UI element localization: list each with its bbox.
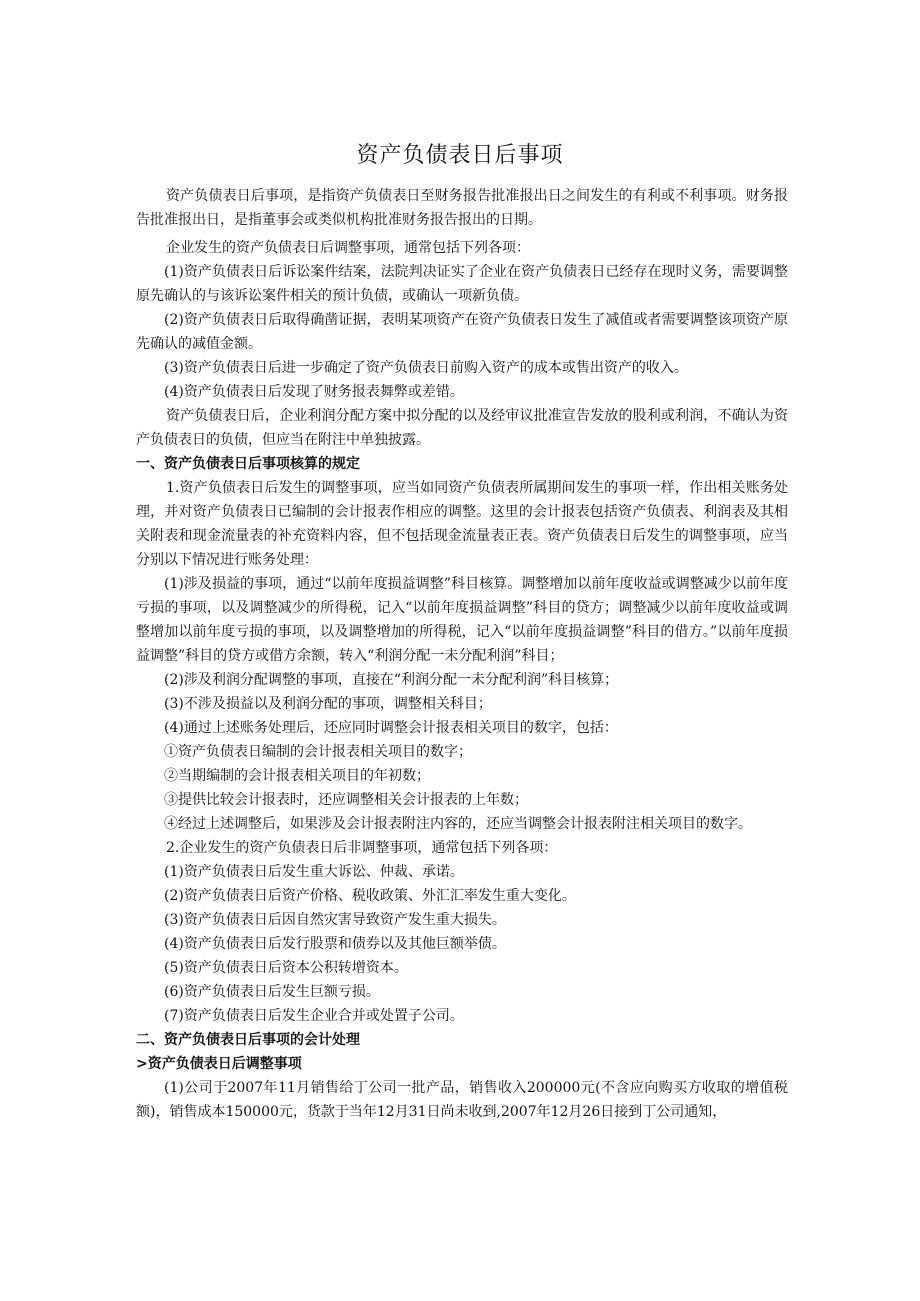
accounting-item: ③提供比较会计报表时，还应调整相关会计报表的上年数；	[164, 792, 528, 808]
nonadjust-item: (1)资产负债表日后发生重大诉讼、仲裁、承诺。	[164, 864, 464, 880]
intro-paragraph: 资产负债表日后事项，是指资产负债表日至财务报告批准报出日之间发生的有利或不利事项。财务报告批准报出日，是指董事会或类似机构批准财务报告报出的日期。	[136, 188, 788, 228]
case-paragraph: (1)公司于2007年11月销售给丁公司一批产品，销售收入200000元(不含应向购买方收取的增值税额)，销售成本150000元，货款于当年12月31日尚未收到,2007年12月26日接到丁公司通知，	[136, 1080, 788, 1120]
section1-paragraph-1: 1.资产负债表日后发生的调整事项，应当如同资产负债表所属期间发生的事项一样，作出相关账务处理，并对资产负债表日已编制的会计报表作相应的调整。这里的会计报表包括资产负债表、利润表及其相关附表和现金流量表的补充资料内容，但不包括现金流量表正表。资产负债表日后发生的调整事项，应当分别以下情况进行账务处理：	[136, 480, 788, 568]
document-body	[136, 184, 788, 1124]
adjust-item: (3)资产负债表日后进一步确定了资产负债表日前购入资产的成本或售出资产的收入。	[164, 360, 688, 376]
nonadjust-item: (4)资产负债表日后发行股票和债券以及其他巨额举债。	[164, 936, 506, 952]
section-heading-1: 一、资产负债表日后事项核算的规定	[136, 456, 360, 472]
section-heading-2: 二、资产负债表日后事项的会计处理	[136, 1032, 360, 1048]
arrow-icon: >	[136, 1056, 148, 1072]
adjust-items-lead: 企业发生的资产负债表日后调整事项，通常包括下列各项：	[166, 240, 530, 256]
nonadjust-item: (2)资产负债表日后资产价格、税收政策、外汇汇率发生重大变化。	[164, 888, 576, 904]
accounting-item: (3)不涉及损益以及利润分配的事项，调整相关科目；	[164, 696, 492, 712]
adjust-item: (4)资产负债表日后发现了财务报表舞弊或差错。	[164, 384, 464, 400]
accounting-item: (1)涉及损益的事项，通过“以前年度损益调整”科目核算。调整增加以前年度收益或调整减少以前年度亏损的事项，以及调整减少的所得税，记入“以前年度损益调整”科目的贷方；调整减少以前年度收益或调整增加以前年度亏损的事项，以及调整增加的所得税，记入“以前年度损益调整”科目的借方。”以前年度损益调整”科目的贷方或借方余额，转入“利润分配一未分配利润”科目；	[136, 576, 788, 664]
nonadjust-item: (3)资产负债表日后因自然灾害导致资产发生重大损失。	[164, 912, 506, 928]
accounting-item: ①资产负债表日编制的会计报表相关项目的数字；	[164, 744, 472, 760]
accounting-item: ④经过上述调整后，如果涉及会计报表附注内容的，还应当调整会计报表附注相关项目的数字。	[164, 816, 752, 832]
subsection-heading	[136, 1052, 788, 1076]
accounting-item: (4)通过上述账务处理后，还应同时调整会计报表相关项目的数字，包括：	[164, 720, 618, 736]
page-title: 资产负债表日后事项	[356, 143, 564, 168]
accounting-item: (2)涉及利润分配调整的事项，直接在“利润分配一未分配利润”科目核算；	[164, 672, 619, 688]
section1-paragraph-2: 2.企业发生的资产负债表日后非调整事项，通常包括下列各项：	[166, 840, 558, 856]
subsection-title: 资产负债表日后调整事项	[147, 1056, 302, 1072]
adjust-item: (2)资产负债表日后取得确凿证据，表明某项资产在资产负债表日发生了减值或者需要调整该项资产原先确认的减值金额。	[136, 312, 788, 352]
nonadjust-item: (6)资产负债表日后发生巨额亏损。	[164, 984, 380, 1000]
accounting-item: ②当期编制的会计报表相关项目的年初数；	[164, 768, 430, 784]
nonadjust-item: (7)资产负债表日后发生企业合并或处置子公司。	[164, 1008, 464, 1024]
dividend-paragraph: 资产负债表日后，企业利润分配方案中拟分配的以及经审议批准宣告发放的股利或利润，不确认为资产负债表日的负债，但应当在附注中单独披露。	[136, 408, 788, 448]
adjust-item: (1)资产负债表日后诉讼案件结案，法院判决证实了企业在资产负债表日已经存在现时义务，需要调整原先确认的与该诉讼案件相关的预计负债，或确认一项新负债。	[136, 264, 788, 304]
nonadjust-item: (5)资产负债表日后资本公积转增资本。	[164, 960, 408, 976]
